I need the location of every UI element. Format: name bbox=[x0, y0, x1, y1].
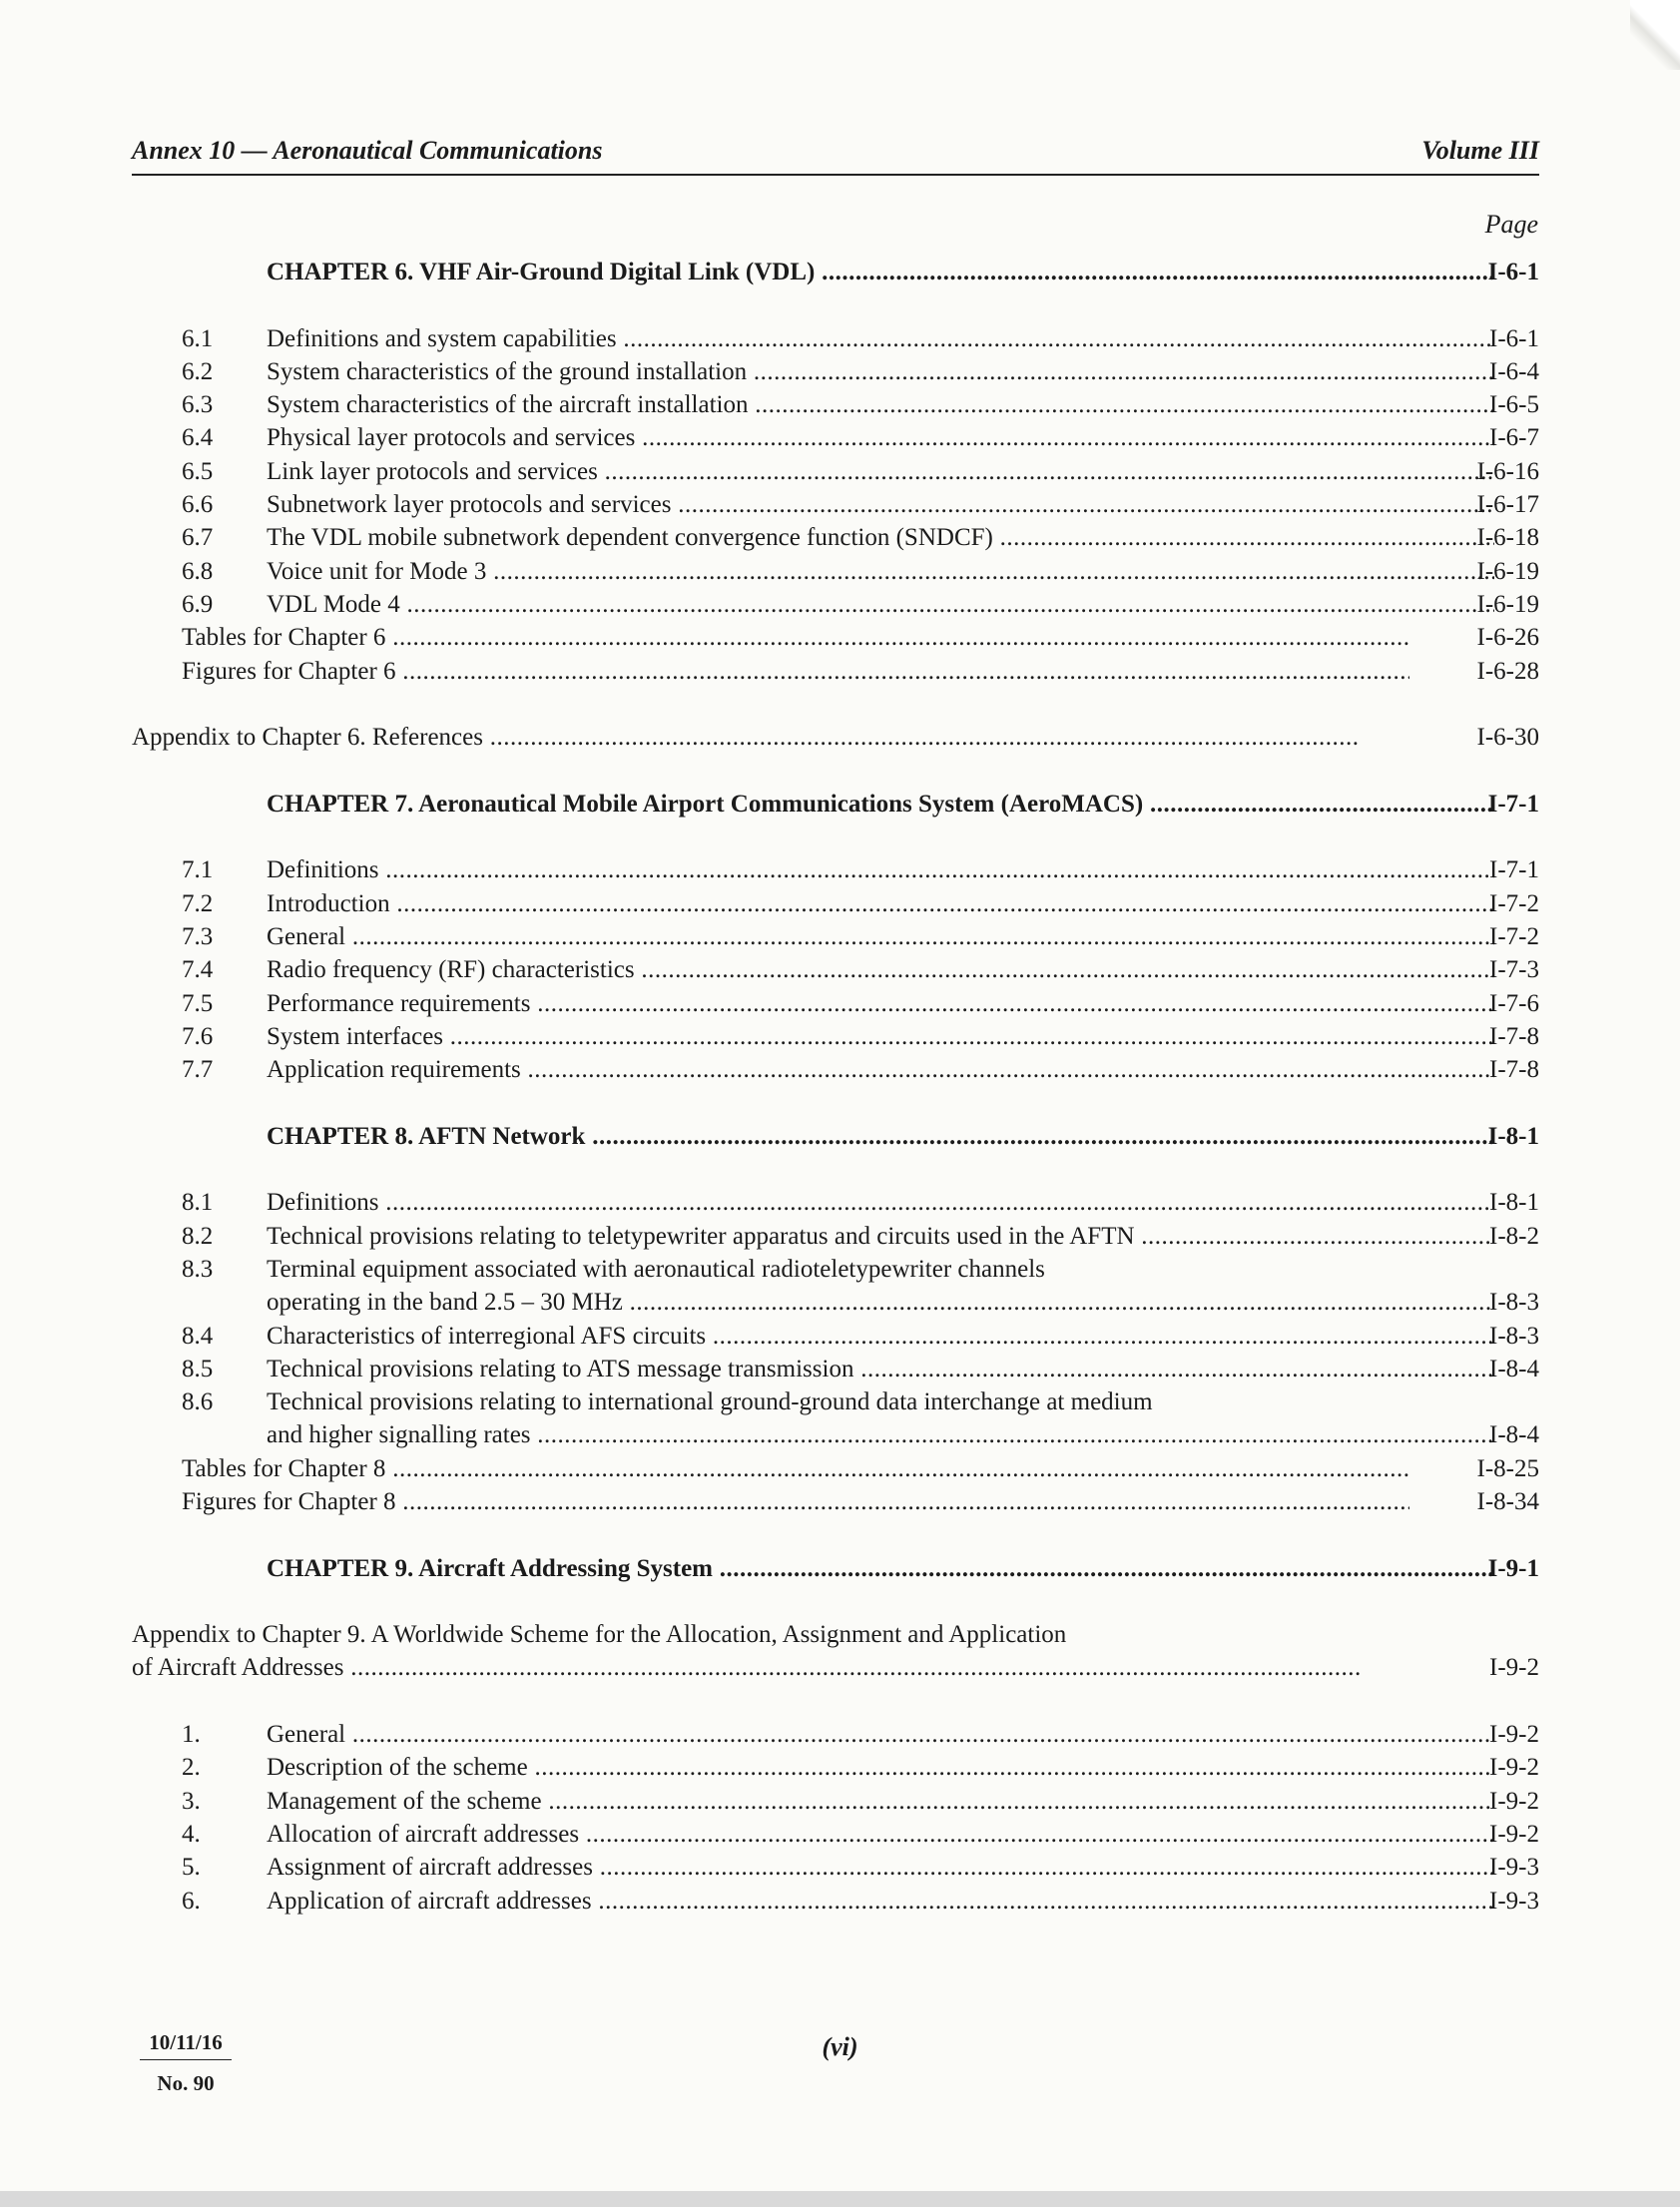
toc-page-number: I-7-2 bbox=[1489, 922, 1539, 950]
toc-entry-title: Performance requirements ..... bbox=[267, 987, 1494, 1020]
toc-entry-title: General ..... bbox=[267, 1718, 1494, 1751]
toc-page-number: I-8-2 bbox=[1489, 1222, 1539, 1250]
toc-page-number: I-6-4 bbox=[1489, 357, 1539, 385]
toc-entry-title: Description of the scheme ..... bbox=[267, 1751, 1494, 1784]
toc-row[interactable] bbox=[132, 721, 1539, 754]
toc-spacer bbox=[132, 288, 1539, 321]
toc-section-number: 7.6 bbox=[182, 1022, 214, 1050]
toc-row[interactable] bbox=[132, 853, 1539, 886]
toc-entry-title: Tables for Chapter 8 ..... bbox=[182, 1452, 1409, 1485]
toc-entry-title: Definitions ..... bbox=[267, 1186, 1494, 1219]
toc-chapter-row[interactable] bbox=[132, 1120, 1539, 1153]
toc-page-number: I-9-2 bbox=[1489, 1754, 1539, 1782]
toc-entry-title: CHAPTER 7. Aeronautical Mobile Airport Communications System (AeroMACS) ..... bbox=[267, 788, 1494, 821]
toc-page-number: I-7-1 bbox=[1487, 790, 1539, 818]
toc-row[interactable] bbox=[132, 1353, 1539, 1385]
toc-row[interactable] bbox=[132, 1651, 1539, 1684]
toc-row[interactable] bbox=[132, 1186, 1539, 1219]
toc-page-number: I-8-1 bbox=[1489, 1189, 1539, 1217]
toc-page-number: I-9-2 bbox=[1489, 1820, 1539, 1848]
toc-page-number: I-7-6 bbox=[1489, 989, 1539, 1017]
toc-entry-title: Management of the scheme ..... bbox=[267, 1785, 1494, 1818]
toc-section-number: 7.1 bbox=[182, 856, 214, 884]
toc-row[interactable] bbox=[132, 421, 1539, 454]
toc-section-number: 6.9 bbox=[182, 590, 214, 618]
toc-section-number: 7.4 bbox=[182, 956, 214, 984]
toc-entry-title: Radio frequency (RF) characteristics ..... bbox=[267, 953, 1494, 986]
toc-page-number: I-6-17 bbox=[1476, 491, 1539, 519]
toc-entry-title: operating in the band 2.5 – 30 MHz ..... bbox=[267, 1286, 1494, 1319]
toc-section-number: 2. bbox=[182, 1754, 201, 1782]
toc-page-number: I-8-3 bbox=[1489, 1289, 1539, 1317]
toc-page-number: I-6-30 bbox=[1476, 724, 1539, 752]
page-column-label: Page bbox=[1484, 210, 1538, 239]
toc-spacer bbox=[132, 1585, 1539, 1618]
toc-page-number: I-8-3 bbox=[1489, 1322, 1539, 1350]
toc-section-number: 6.5 bbox=[182, 457, 214, 485]
toc-page-number: I-9-2 bbox=[1489, 1654, 1539, 1682]
toc-entry-title: Tables for Chapter 6 ..... bbox=[182, 621, 1409, 654]
toc-row[interactable] bbox=[132, 1020, 1539, 1053]
toc-entry-title: Definitions ..... bbox=[267, 853, 1494, 886]
toc-section-number: 3. bbox=[182, 1787, 201, 1815]
toc-entry-title: Characteristics of interregional AFS circuits ..... bbox=[267, 1320, 1494, 1353]
toc-page-number: I-6-19 bbox=[1476, 557, 1539, 585]
toc-row[interactable] bbox=[132, 1785, 1539, 1818]
toc-page-number: I-7-1 bbox=[1489, 856, 1539, 884]
toc-section-number: 6. bbox=[182, 1887, 201, 1915]
toc-entry-title: System characteristics of the aircraft installation ..... bbox=[267, 388, 1494, 421]
toc-row[interactable] bbox=[132, 1885, 1539, 1918]
toc-page-number: I-7-8 bbox=[1489, 1022, 1539, 1050]
toc-row[interactable] bbox=[132, 521, 1539, 554]
toc-row[interactable] bbox=[132, 1220, 1539, 1253]
toc-page-number: I-9-3 bbox=[1489, 1854, 1539, 1882]
toc-entry-title: General ..... bbox=[267, 920, 1494, 953]
toc-entry-title: CHAPTER 8. AFTN Network ..... bbox=[267, 1120, 1494, 1153]
toc-section-number: 7.7 bbox=[182, 1056, 214, 1084]
toc-entry-title: Subnetwork layer protocols and services ..... bbox=[267, 488, 1494, 521]
scan-corner-fold bbox=[1630, 0, 1680, 70]
toc-entry-title: System characteristics of the ground installation ..... bbox=[267, 355, 1494, 388]
footer-date: 10/11/16 bbox=[140, 2030, 232, 2060]
toc-row[interactable] bbox=[132, 1618, 1539, 1651]
toc-entry-title: The VDL mobile subnetwork dependent convergence function (SNDCF) ..... bbox=[267, 521, 1494, 554]
toc-entry-title: Figures for Chapter 6 ..... bbox=[182, 655, 1409, 688]
toc-section-number: 4. bbox=[182, 1820, 201, 1848]
toc-entry-title: Technical provisions relating to ATS message transmission ..... bbox=[267, 1353, 1494, 1385]
toc-page-number: I-6-16 bbox=[1476, 457, 1539, 485]
toc-page-number: I-8-4 bbox=[1489, 1355, 1539, 1382]
toc-row[interactable] bbox=[132, 920, 1539, 953]
toc-section-number: 8.5 bbox=[182, 1355, 214, 1382]
toc-entry-title: Allocation of aircraft addresses ..... bbox=[267, 1818, 1494, 1851]
toc-entry-title: and higher signalling rates ..... bbox=[267, 1418, 1494, 1451]
toc-entry-title: Application requirements ..... bbox=[267, 1053, 1494, 1086]
toc-row[interactable] bbox=[132, 887, 1539, 920]
toc-row[interactable] bbox=[132, 388, 1539, 421]
toc-row[interactable] bbox=[132, 1818, 1539, 1851]
running-header bbox=[132, 134, 1539, 176]
toc-section-number: 8.1 bbox=[182, 1189, 214, 1217]
toc-page-number: I-7-8 bbox=[1489, 1056, 1539, 1084]
header-volume: Volume III bbox=[1421, 136, 1539, 165]
toc-page-number: I-6-26 bbox=[1476, 624, 1539, 652]
toc-page-number: I-8-4 bbox=[1489, 1421, 1539, 1449]
toc-section-number: 8.4 bbox=[182, 1322, 214, 1350]
toc-page-number: I-6-18 bbox=[1476, 524, 1539, 552]
toc-row[interactable] bbox=[132, 1320, 1539, 1353]
toc-spacer bbox=[132, 1518, 1539, 1551]
toc-section-number: 8.3 bbox=[182, 1255, 214, 1283]
toc-entry-title: System interfaces ..... bbox=[267, 1020, 1494, 1053]
toc-section-number: 8.6 bbox=[182, 1388, 214, 1416]
toc-row[interactable] bbox=[132, 1286, 1539, 1319]
toc-section-number: 6.2 bbox=[182, 357, 214, 385]
toc-entry-title: Assignment of aircraft addresses ..... bbox=[267, 1851, 1494, 1884]
toc-entry-title: Definitions and system capabilities ..... bbox=[267, 322, 1494, 355]
toc-section-number: 6.3 bbox=[182, 391, 214, 419]
toc-entry-title: Figures for Chapter 8 ..... bbox=[182, 1485, 1409, 1518]
toc-section-number: 7.3 bbox=[182, 922, 214, 950]
toc-row[interactable] bbox=[132, 555, 1539, 588]
toc-spacer bbox=[132, 821, 1539, 853]
toc-chapter-row[interactable] bbox=[132, 788, 1539, 821]
toc-page-number: I-6-1 bbox=[1489, 324, 1539, 352]
toc-entry-title: Appendix to Chapter 9. A Worldwide Scheme for the Allocation, Assignment and Application bbox=[132, 1621, 1067, 1649]
toc-row[interactable] bbox=[132, 1485, 1539, 1518]
toc-row[interactable] bbox=[132, 1452, 1539, 1485]
toc-section-number: 6.4 bbox=[182, 424, 214, 452]
toc-entry-title: Technical provisions relating to international ground-ground data interchange at medium bbox=[267, 1388, 1153, 1416]
toc-section-number: 5. bbox=[182, 1854, 201, 1882]
toc-page-number: I-6-5 bbox=[1489, 391, 1539, 419]
toc-entry-title: CHAPTER 6. VHF Air-Ground Digital Link (VDL) ..... bbox=[267, 256, 1494, 288]
toc-entry-title: Physical layer protocols and services ..... bbox=[267, 421, 1494, 454]
toc-chapter-row[interactable] bbox=[132, 1552, 1539, 1585]
toc-section-number: 6.8 bbox=[182, 557, 214, 585]
toc-section-number: 1. bbox=[182, 1721, 201, 1749]
toc-row[interactable] bbox=[132, 322, 1539, 355]
toc-section-number: 6.6 bbox=[182, 491, 214, 519]
toc-section-number: 6.7 bbox=[182, 524, 214, 552]
toc-spacer bbox=[132, 1685, 1539, 1718]
toc-spacer bbox=[132, 688, 1539, 721]
toc-page-number: I-8-1 bbox=[1487, 1122, 1539, 1150]
toc-row[interactable] bbox=[132, 621, 1539, 654]
toc-chapter-row[interactable] bbox=[132, 256, 1539, 288]
toc-section-number: 6.1 bbox=[182, 324, 214, 352]
toc-entry-title: Terminal equipment associated with aeronautical radioteletypewriter channels bbox=[267, 1255, 1045, 1283]
toc-entry-title: VDL Mode 4 ..... bbox=[267, 588, 1494, 621]
toc-row[interactable] bbox=[132, 1418, 1539, 1451]
header-title: Annex 10 — Aeronautical Communications bbox=[132, 136, 603, 165]
toc-page-number: I-8-34 bbox=[1476, 1487, 1539, 1515]
toc-entry-title: of Aircraft Addresses ..... bbox=[132, 1651, 1360, 1684]
toc-page-number: I-7-2 bbox=[1489, 889, 1539, 917]
toc-entry-title: Link layer protocols and services ..... bbox=[267, 455, 1494, 488]
toc-entry-title: Introduction ..... bbox=[267, 887, 1494, 920]
toc-entry-title: Voice unit for Mode 3 ..... bbox=[267, 555, 1494, 588]
toc-page-number: I-6-1 bbox=[1487, 259, 1539, 285]
toc-row[interactable] bbox=[132, 1253, 1539, 1286]
toc-section-number: 7.2 bbox=[182, 889, 214, 917]
toc-page-number: I-9-1 bbox=[1487, 1554, 1539, 1582]
toc-row[interactable] bbox=[132, 1053, 1539, 1086]
toc-page-number: I-8-25 bbox=[1476, 1454, 1539, 1482]
toc-page-number: I-6-28 bbox=[1476, 657, 1539, 685]
toc-page-number: I-9-3 bbox=[1489, 1887, 1539, 1915]
toc-spacer bbox=[132, 1086, 1539, 1119]
toc-page-number: I-6-19 bbox=[1476, 590, 1539, 618]
toc-page-number: I-7-3 bbox=[1489, 956, 1539, 984]
toc-page-number: I-6-7 bbox=[1489, 424, 1539, 452]
toc-entry-title: Technical provisions relating to teletypewriter apparatus and circuits used in the AFTN ..... bbox=[267, 1220, 1494, 1253]
toc-row[interactable] bbox=[132, 953, 1539, 986]
toc-spacer bbox=[132, 1153, 1539, 1186]
toc-entry-title: Appendix to Chapter 6. References ..... bbox=[132, 721, 1360, 754]
toc-row[interactable] bbox=[132, 987, 1539, 1020]
toc-section-number: 7.5 bbox=[182, 989, 214, 1017]
scan-edge bbox=[0, 2191, 1680, 2207]
table-of-contents bbox=[132, 256, 1539, 1918]
toc-page-number: I-9-2 bbox=[1489, 1787, 1539, 1815]
toc-row[interactable] bbox=[132, 1751, 1539, 1784]
toc-row[interactable] bbox=[132, 488, 1539, 521]
toc-spacer bbox=[132, 754, 1539, 787]
toc-row[interactable] bbox=[132, 655, 1539, 688]
toc-row[interactable] bbox=[132, 1851, 1539, 1884]
toc-row[interactable] bbox=[132, 1718, 1539, 1751]
footer-number: No. 90 bbox=[157, 2071, 215, 2095]
toc-entry-title: Application of aircraft addresses ..... bbox=[267, 1885, 1494, 1918]
toc-row[interactable] bbox=[132, 355, 1539, 388]
toc-row[interactable] bbox=[132, 1385, 1539, 1418]
toc-page-number: I-9-2 bbox=[1489, 1721, 1539, 1749]
toc-entry-title: CHAPTER 9. Aircraft Addressing System ..... bbox=[267, 1552, 1494, 1585]
toc-section-number: 8.2 bbox=[182, 1222, 214, 1250]
footer-page-number: (vi) bbox=[822, 2032, 858, 2061]
toc-row[interactable] bbox=[132, 455, 1539, 488]
toc-row[interactable] bbox=[132, 588, 1539, 621]
